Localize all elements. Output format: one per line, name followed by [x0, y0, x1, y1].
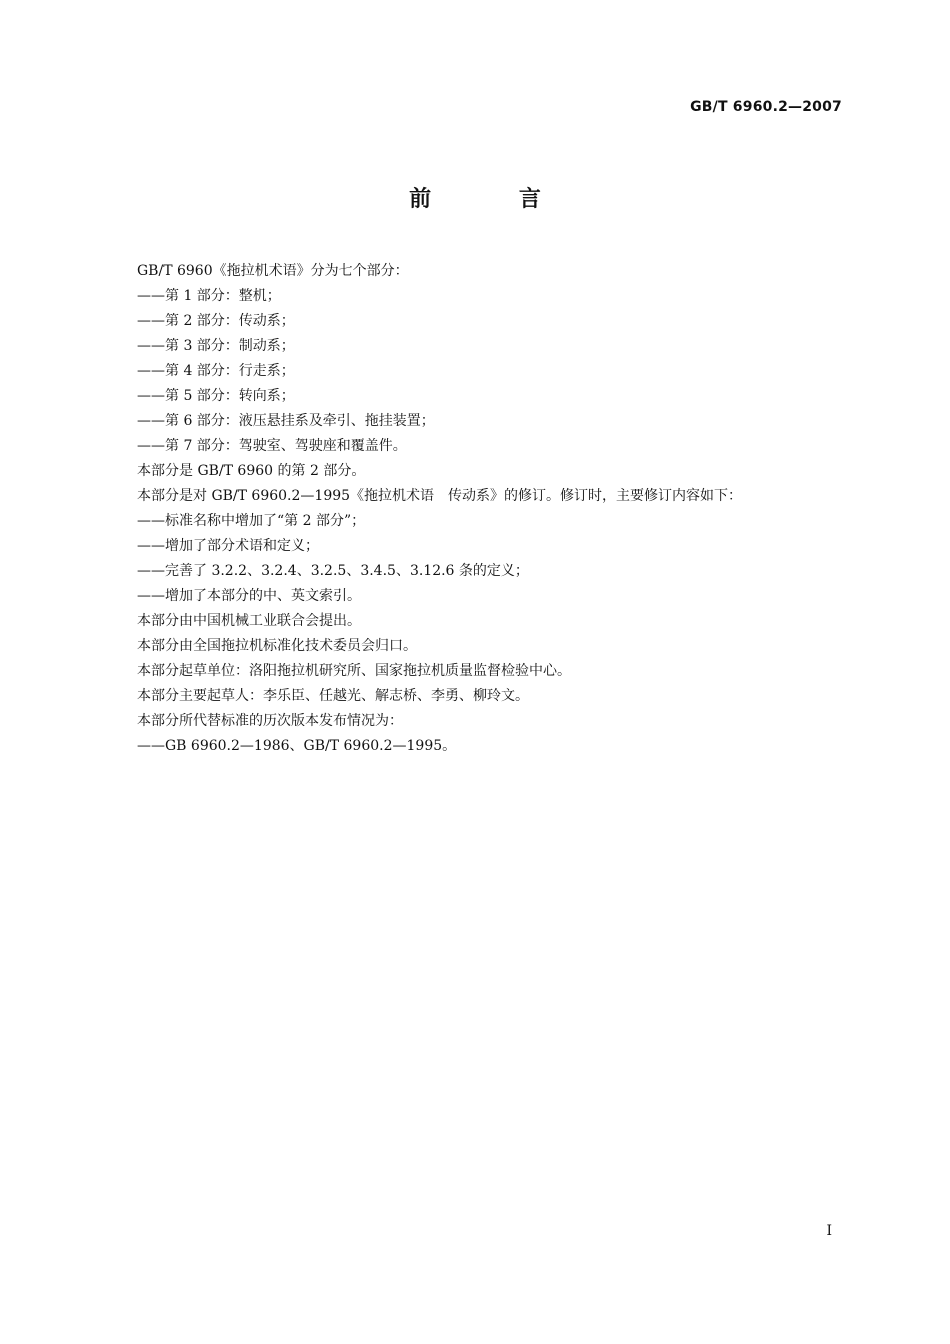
list-item: ——第 6 部分：液压悬挂系及牵引、拖挂装置；: [137, 413, 435, 429]
list-item: ——完善了 3.2.2、3.2.4、3.2.5、3.4.5、3.12.6 条的定义；: [137, 563, 529, 579]
list-item: ——第 2 部分：传动系；: [137, 313, 295, 329]
text-line: 本部分由中国机械工业联合会提出。: [137, 613, 361, 629]
text-line: GB/T 6960《拖拉机术语》分为七个部分：: [137, 263, 409, 279]
standard-code: GB/T 6960.2—2007: [690, 99, 842, 115]
list-item: ——第 1 部分：整机；: [137, 288, 281, 304]
list-item: ——第 5 部分：转向系；: [137, 388, 295, 404]
page-number: I: [826, 1223, 832, 1239]
list-item: ——增加了本部分的中、英文索引。: [137, 588, 361, 604]
foreword-body: [137, 259, 837, 759]
text-line: 本部分起草单位：洛阳拖拉机研究所、国家拖拉机质量监督检验中心。: [137, 663, 571, 679]
text-line: 本部分所代替标准的历次版本发布情况为：: [137, 713, 403, 729]
list-item: ——第 4 部分：行走系；: [137, 363, 295, 379]
list-item: ——增加了部分术语和定义；: [137, 538, 319, 554]
list-item: ——第 3 部分：制动系；: [137, 338, 295, 354]
text-line: 本部分是对 GB/T 6960.2—1995《拖拉机术语 传动系》的修订。修订时，主要修订内容如下：: [137, 488, 743, 504]
list-item: ——GB 6960.2—1986、GB/T 6960.2—1995。: [137, 738, 457, 754]
list-item: ——第 7 部分：驾驶室、驾驶座和覆盖件。: [137, 438, 407, 454]
text-line: 本部分是 GB/T 6960 的第 2 部分。: [137, 463, 366, 479]
text-line: 本部分由全国拖拉机标准化技术委员会归口。: [137, 638, 417, 654]
text-line: 本部分主要起草人：李乐臣、任越光、解志桥、李勇、柳玲文。: [137, 688, 529, 704]
page-title: 前 言: [409, 187, 581, 212]
list-item: ——标准名称中增加了“第 2 部分”；: [137, 513, 366, 529]
